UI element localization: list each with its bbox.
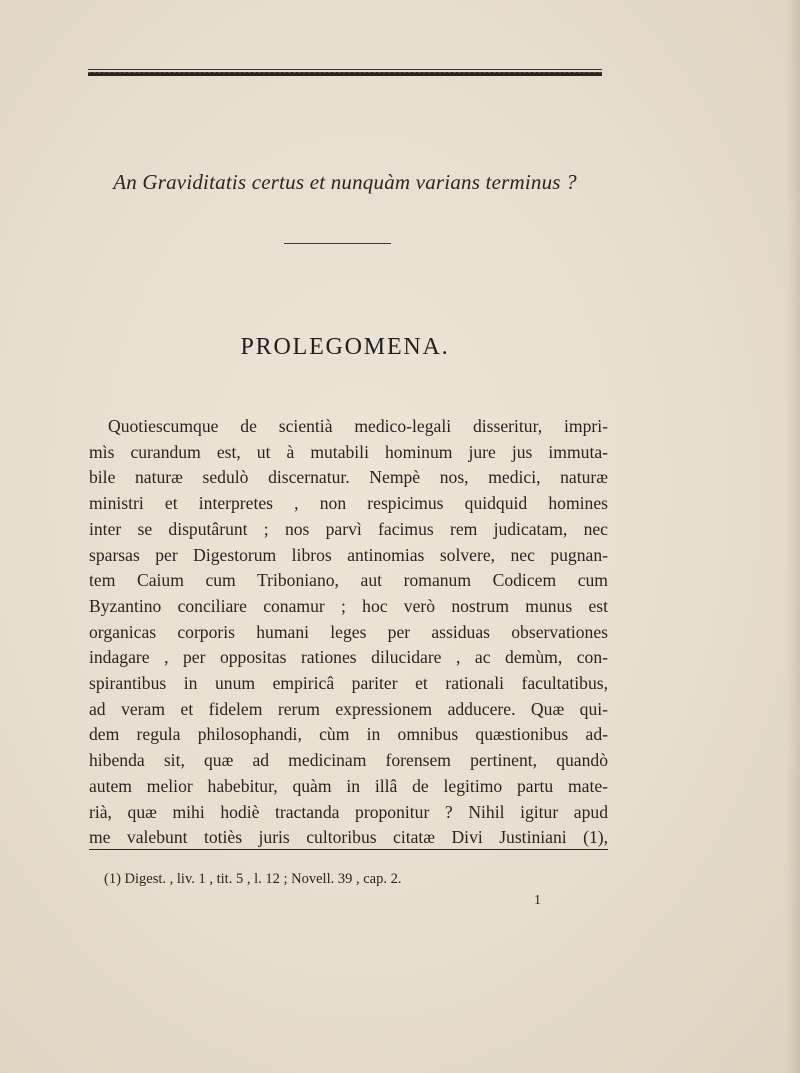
text-line: ad veram et fidelem rerum expressionem adducere. Quæ qui- — [89, 698, 608, 719]
footnote-divider — [89, 849, 608, 850]
text-line: spirantibus in unum empiricâ pariter et rationali facultatibus, — [89, 673, 608, 694]
text-line: hibenda sit, quæ ad medicinam forensem pertinent, quandò — [89, 750, 608, 771]
header-rule-ornament — [88, 72, 602, 73]
header-rule — [88, 69, 602, 76]
text-line: inter se disputârunt ; nos parvì facimus rem judicatam, nec — [89, 518, 608, 539]
section-heading: PROLEGOMENA. — [240, 334, 450, 360]
title-divider — [284, 243, 391, 244]
text-line: organicas corporis humani leges per assiduas observationes — [89, 621, 608, 642]
text-line: indagare , per oppositas rationes dilucidare , ac demùm, con- — [89, 647, 608, 668]
text-line: dem regula philosophandi, cùm in omnibus quæstionibus ad- — [89, 724, 608, 745]
text-line: tem Caium cum Triboniano, aut romanum Codicem cum — [89, 570, 608, 591]
text-line: autem melior habebitur, quàm in illâ de legitimo partu mate- — [89, 775, 608, 796]
text-line: Quotiescumque de scientià medico-legali disseritur, impri- — [108, 416, 608, 436]
text-line: mìs curandum est, ut à mutabili hominum jure jus immuta- — [89, 441, 608, 462]
footnote: (1) Digest. , liv. 1 , tit. 5 , l. 12 ; Novell. 39 , cap. 2. — [104, 871, 402, 887]
page-edge-shadow — [786, 0, 800, 1073]
text-line: ministri et interpretes , non respicimus quidquid homines — [89, 493, 608, 514]
text-line: sparsas per Digestorum libros antinomias solvere, nec pugnan- — [89, 544, 608, 565]
text-line: me valebunt totiès juris cultoribus citatæ Divi Justiniani (1), — [89, 827, 608, 848]
body-paragraph — [89, 414, 608, 851]
text-line: bile naturæ sedulò discernatur. Nempè nos, medici, naturæ — [89, 467, 608, 488]
text-line: Byzantino conciliare conamur ; hoc verò nostrum munus est — [89, 595, 608, 616]
text-line: rià, quæ mihi hodiè tractanda proponitur ? Nihil igitur apud — [89, 801, 608, 822]
page-title: An Graviditatis certus et nunquàm varians terminus ? — [113, 170, 577, 194]
page-number: 1 — [534, 893, 541, 908]
